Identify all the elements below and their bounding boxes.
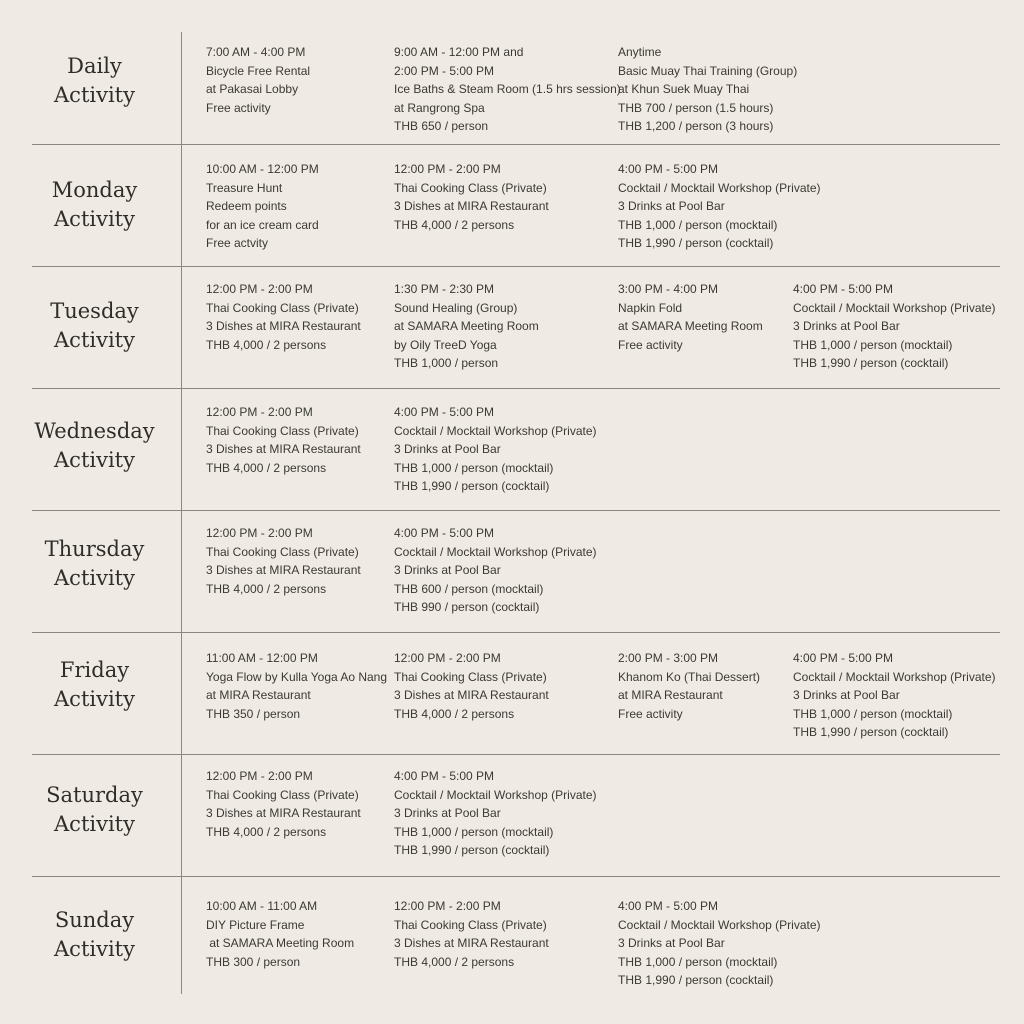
activity-detail: 3 Drinks at Pool Bar bbox=[394, 442, 501, 456]
activity-time: 4:00 PM - 5:00 PM bbox=[394, 526, 495, 540]
activity-detail: Sound Healing (Group) bbox=[394, 300, 518, 315]
day-name: Tuesday bbox=[50, 299, 139, 323]
activity-detail: THB 700 / person (1.5 hours) bbox=[618, 100, 774, 115]
day-name: Monday bbox=[51, 178, 138, 202]
activity-time: 11:00 AM - 12:00 PM bbox=[206, 651, 318, 665]
activity-detail: 3 Drinks at Pool Bar bbox=[394, 806, 501, 820]
activity-time: 1:30 PM - 2:30 PM bbox=[394, 282, 495, 296]
activity-time: 3:00 PM - 4:00 PM bbox=[618, 282, 719, 296]
activity-cell bbox=[394, 897, 549, 971]
activity-detail: 3 Dishes at MIRA Restaurant bbox=[394, 688, 549, 702]
activity-cell bbox=[618, 649, 760, 723]
activity-time: 4:00 PM - 5:00 PM bbox=[793, 651, 894, 665]
activity-detail: Cocktail / Mocktail Workshop (Private) bbox=[394, 787, 597, 802]
activity-detail: Cocktail / Mocktail Workshop (Private) bbox=[793, 669, 996, 684]
activity-detail: at Khun Suek Muay Thai bbox=[618, 82, 750, 96]
activity-detail: 3 Drinks at Pool Bar bbox=[394, 563, 501, 577]
activity-detail: Free actvity bbox=[206, 236, 269, 250]
day-heading bbox=[22, 781, 167, 839]
activity-cell bbox=[206, 767, 361, 841]
activity-time: 12:00 PM - 2:00 PM bbox=[206, 769, 313, 783]
activity-time: 12:00 PM - 2:00 PM bbox=[394, 651, 501, 665]
activity-cell bbox=[394, 524, 597, 617]
activity-cell bbox=[394, 43, 621, 136]
activity-cell bbox=[618, 280, 763, 354]
day-subtitle: Activity bbox=[54, 83, 135, 107]
activity-detail: 3 Dishes at MIRA Restaurant bbox=[206, 806, 361, 820]
activity-detail: Ice Baths & Steam Room (1.5 hrs session) bbox=[394, 82, 621, 96]
row-separator bbox=[32, 510, 1000, 511]
activity-detail: 3 Dishes at MIRA Restaurant bbox=[394, 936, 549, 950]
activity-detail: THB 600 / person (mocktail) bbox=[394, 581, 544, 596]
activity-detail: THB 350 / person bbox=[206, 706, 301, 721]
activity-detail: THB 1,990 / person (cocktail) bbox=[394, 843, 550, 857]
activity-detail: THB 650 / person bbox=[394, 119, 489, 133]
activity-detail: THB 4,000 / 2 persons bbox=[394, 217, 515, 232]
activity-detail: 3 Dishes at MIRA Restaurant bbox=[206, 319, 361, 333]
row-separator bbox=[32, 388, 1000, 389]
day-subtitle: Activity bbox=[54, 328, 135, 352]
activity-cell bbox=[618, 897, 821, 990]
activity-detail: THB 1,000 / person (mocktail) bbox=[793, 706, 953, 721]
day-subtitle: Activity bbox=[54, 207, 135, 231]
day-name: Saturday bbox=[46, 783, 143, 807]
activity-time: 12:00 PM - 2:00 PM bbox=[206, 282, 313, 296]
activity-detail: 3 Drinks at Pool Bar bbox=[793, 688, 900, 702]
activity-detail: Free activity bbox=[206, 100, 271, 115]
activity-cell bbox=[793, 649, 996, 742]
activity-time: 12:00 PM - 2:00 PM bbox=[394, 899, 501, 913]
activity-detail: 3 Drinks at Pool Bar bbox=[793, 319, 900, 333]
activity-cell bbox=[394, 649, 549, 723]
day-name: Daily bbox=[67, 54, 122, 78]
activity-cell bbox=[394, 160, 549, 234]
day-heading bbox=[22, 656, 167, 714]
activity-detail: THB 4,000 / 2 persons bbox=[206, 460, 327, 475]
activity-detail: at MIRA Restaurant bbox=[206, 688, 311, 702]
activity-detail: THB 1,000 / person (mocktail) bbox=[618, 217, 778, 232]
activity-detail: Yoga Flow by Kulla Yoga Ao Nang bbox=[206, 669, 388, 684]
activity-time: 12:00 PM - 2:00 PM bbox=[394, 162, 501, 176]
activity-detail: 3 Dishes at MIRA Restaurant bbox=[394, 199, 549, 213]
activity-detail: THB 1,000 / person (mocktail) bbox=[793, 337, 953, 352]
activity-cell bbox=[618, 43, 797, 136]
row-separator bbox=[32, 144, 1000, 145]
activity-cell bbox=[618, 160, 821, 253]
activity-detail: Cocktail / Mocktail Workshop (Private) bbox=[618, 917, 821, 932]
activity-time: 7:00 AM - 4:00 PM bbox=[206, 45, 306, 59]
activity-detail: THB 990 / person (cocktail) bbox=[394, 600, 540, 614]
activity-detail: THB 4,000 / 2 persons bbox=[394, 706, 515, 721]
column-divider bbox=[181, 32, 182, 994]
activity-time: 4:00 PM - 5:00 PM bbox=[618, 899, 719, 913]
activity-time: 9:00 AM - 12:00 PM and bbox=[394, 45, 524, 59]
activity-detail: DIY Picture Frame bbox=[206, 917, 305, 932]
activity-cell bbox=[206, 280, 361, 354]
activity-detail: 3 Drinks at Pool Bar bbox=[618, 199, 725, 213]
day-subtitle: Activity bbox=[54, 937, 135, 961]
day-subtitle: Activity bbox=[54, 566, 135, 590]
activity-detail: Thai Cooking Class (Private) bbox=[206, 787, 359, 802]
activity-detail: 3 Dishes at MIRA Restaurant bbox=[206, 442, 361, 456]
activity-detail: THB 1,990 / person (cocktail) bbox=[618, 236, 774, 250]
day-subtitle: Activity bbox=[54, 812, 135, 836]
activity-detail: THB 1,000 / person (mocktail) bbox=[618, 954, 778, 969]
day-heading bbox=[22, 52, 167, 110]
activity-time: 10:00 AM - 11:00 AM bbox=[206, 899, 318, 913]
activity-detail: Thai Cooking Class (Private) bbox=[394, 669, 547, 684]
activity-time: 10:00 AM - 12:00 PM bbox=[206, 162, 319, 176]
day-subtitle: Activity bbox=[54, 687, 135, 711]
activity-detail: THB 1,000 / person (mocktail) bbox=[394, 824, 554, 839]
day-name: Sunday bbox=[54, 908, 135, 932]
activity-detail: at SAMARA Meeting Room bbox=[618, 319, 763, 333]
activity-detail: Thai Cooking Class (Private) bbox=[206, 544, 359, 559]
activity-cell bbox=[394, 280, 539, 373]
activity-detail: Khanom Ko (Thai Dessert) bbox=[618, 669, 761, 684]
activity-detail: Thai Cooking Class (Private) bbox=[394, 180, 547, 195]
activity-detail: THB 1,200 / person (3 hours) bbox=[618, 119, 774, 133]
activity-cell bbox=[206, 524, 361, 598]
row-separator bbox=[32, 876, 1000, 877]
activity-detail: THB 1,990 / person (cocktail) bbox=[793, 725, 949, 739]
activity-cell bbox=[206, 160, 319, 253]
activity-time: 12:00 PM - 2:00 PM bbox=[206, 526, 313, 540]
activity-detail: at Rangrong Spa bbox=[394, 100, 485, 115]
activity-detail: Thai Cooking Class (Private) bbox=[394, 917, 547, 932]
activity-detail: Cocktail / Mocktail Workshop (Private) bbox=[394, 544, 597, 559]
activity-detail: THB 1,990 / person (cocktail) bbox=[394, 479, 550, 493]
activity-cell bbox=[206, 897, 354, 971]
activity-cell bbox=[206, 403, 361, 477]
activity-time: 2:00 PM - 3:00 PM bbox=[618, 651, 719, 665]
activity-detail: 2:00 PM - 5:00 PM bbox=[394, 63, 495, 78]
activity-detail: THB 4,000 / 2 persons bbox=[206, 824, 327, 839]
row-separator bbox=[32, 632, 1000, 633]
activity-detail: at MIRA Restaurant bbox=[618, 688, 723, 702]
day-name: Wednesday bbox=[34, 419, 155, 443]
activity-time: 4:00 PM - 5:00 PM bbox=[394, 405, 495, 419]
activity-detail: Cocktail / Mocktail Workshop (Private) bbox=[793, 300, 996, 315]
activity-cell bbox=[206, 649, 387, 723]
activity-detail: Thai Cooking Class (Private) bbox=[206, 300, 359, 315]
day-heading bbox=[22, 906, 167, 964]
activity-detail: THB 300 / person bbox=[206, 954, 301, 969]
activity-detail: at SAMARA Meeting Room bbox=[394, 319, 539, 333]
activity-detail: 3 Drinks at Pool Bar bbox=[618, 936, 725, 950]
activity-detail: THB 4,000 / 2 persons bbox=[394, 954, 515, 969]
day-heading bbox=[22, 417, 167, 475]
day-heading bbox=[22, 297, 167, 355]
activity-detail: Free activity bbox=[618, 337, 683, 352]
row-separator bbox=[32, 754, 1000, 755]
activity-detail: Free activity bbox=[618, 706, 683, 721]
activity-detail: THB 4,000 / 2 persons bbox=[206, 337, 327, 352]
day-heading bbox=[22, 176, 167, 234]
day-name: Friday bbox=[59, 658, 130, 682]
day-heading bbox=[22, 535, 167, 593]
activity-detail: Cocktail / Mocktail Workshop (Private) bbox=[618, 180, 821, 195]
activity-detail: Bicycle Free Rental bbox=[206, 63, 311, 78]
activity-detail: Basic Muay Thai Training (Group) bbox=[618, 63, 798, 78]
activity-time: Anytime bbox=[618, 45, 662, 59]
activity-time: 12:00 PM - 2:00 PM bbox=[206, 405, 313, 419]
activity-detail: for an ice cream card bbox=[206, 217, 319, 232]
activity-detail: at Pakasai Lobby bbox=[206, 82, 299, 96]
activity-cell bbox=[394, 767, 597, 860]
day-subtitle: Activity bbox=[54, 448, 135, 472]
activity-detail: Redeem points bbox=[206, 199, 287, 213]
activity-time: 4:00 PM - 5:00 PM bbox=[394, 769, 495, 783]
activity-detail: by Oily TreeD Yoga bbox=[394, 337, 497, 352]
activity-detail: THB 1,000 / person bbox=[394, 356, 499, 370]
activity-detail: THB 1,990 / person (cocktail) bbox=[793, 356, 949, 370]
activity-detail: at SAMARA Meeting Room bbox=[206, 936, 355, 950]
day-name: Thursday bbox=[44, 537, 145, 561]
activity-detail: THB 1,000 / person (mocktail) bbox=[394, 460, 554, 475]
activity-cell bbox=[206, 43, 310, 117]
row-separator bbox=[32, 266, 1000, 267]
activity-detail: 3 Dishes at MIRA Restaurant bbox=[206, 563, 361, 577]
activity-cell bbox=[793, 280, 996, 373]
activity-detail: THB 1,990 / person (cocktail) bbox=[618, 973, 774, 987]
activity-detail: Napkin Fold bbox=[618, 300, 683, 315]
activity-detail: Thai Cooking Class (Private) bbox=[206, 423, 359, 438]
activity-detail: THB 4,000 / 2 persons bbox=[206, 581, 327, 596]
activity-detail: Cocktail / Mocktail Workshop (Private) bbox=[394, 423, 597, 438]
activity-time: 4:00 PM - 5:00 PM bbox=[793, 282, 894, 296]
activity-cell bbox=[394, 403, 597, 496]
activity-time: 4:00 PM - 5:00 PM bbox=[618, 162, 719, 176]
activity-detail: Treasure Hunt bbox=[206, 180, 283, 195]
